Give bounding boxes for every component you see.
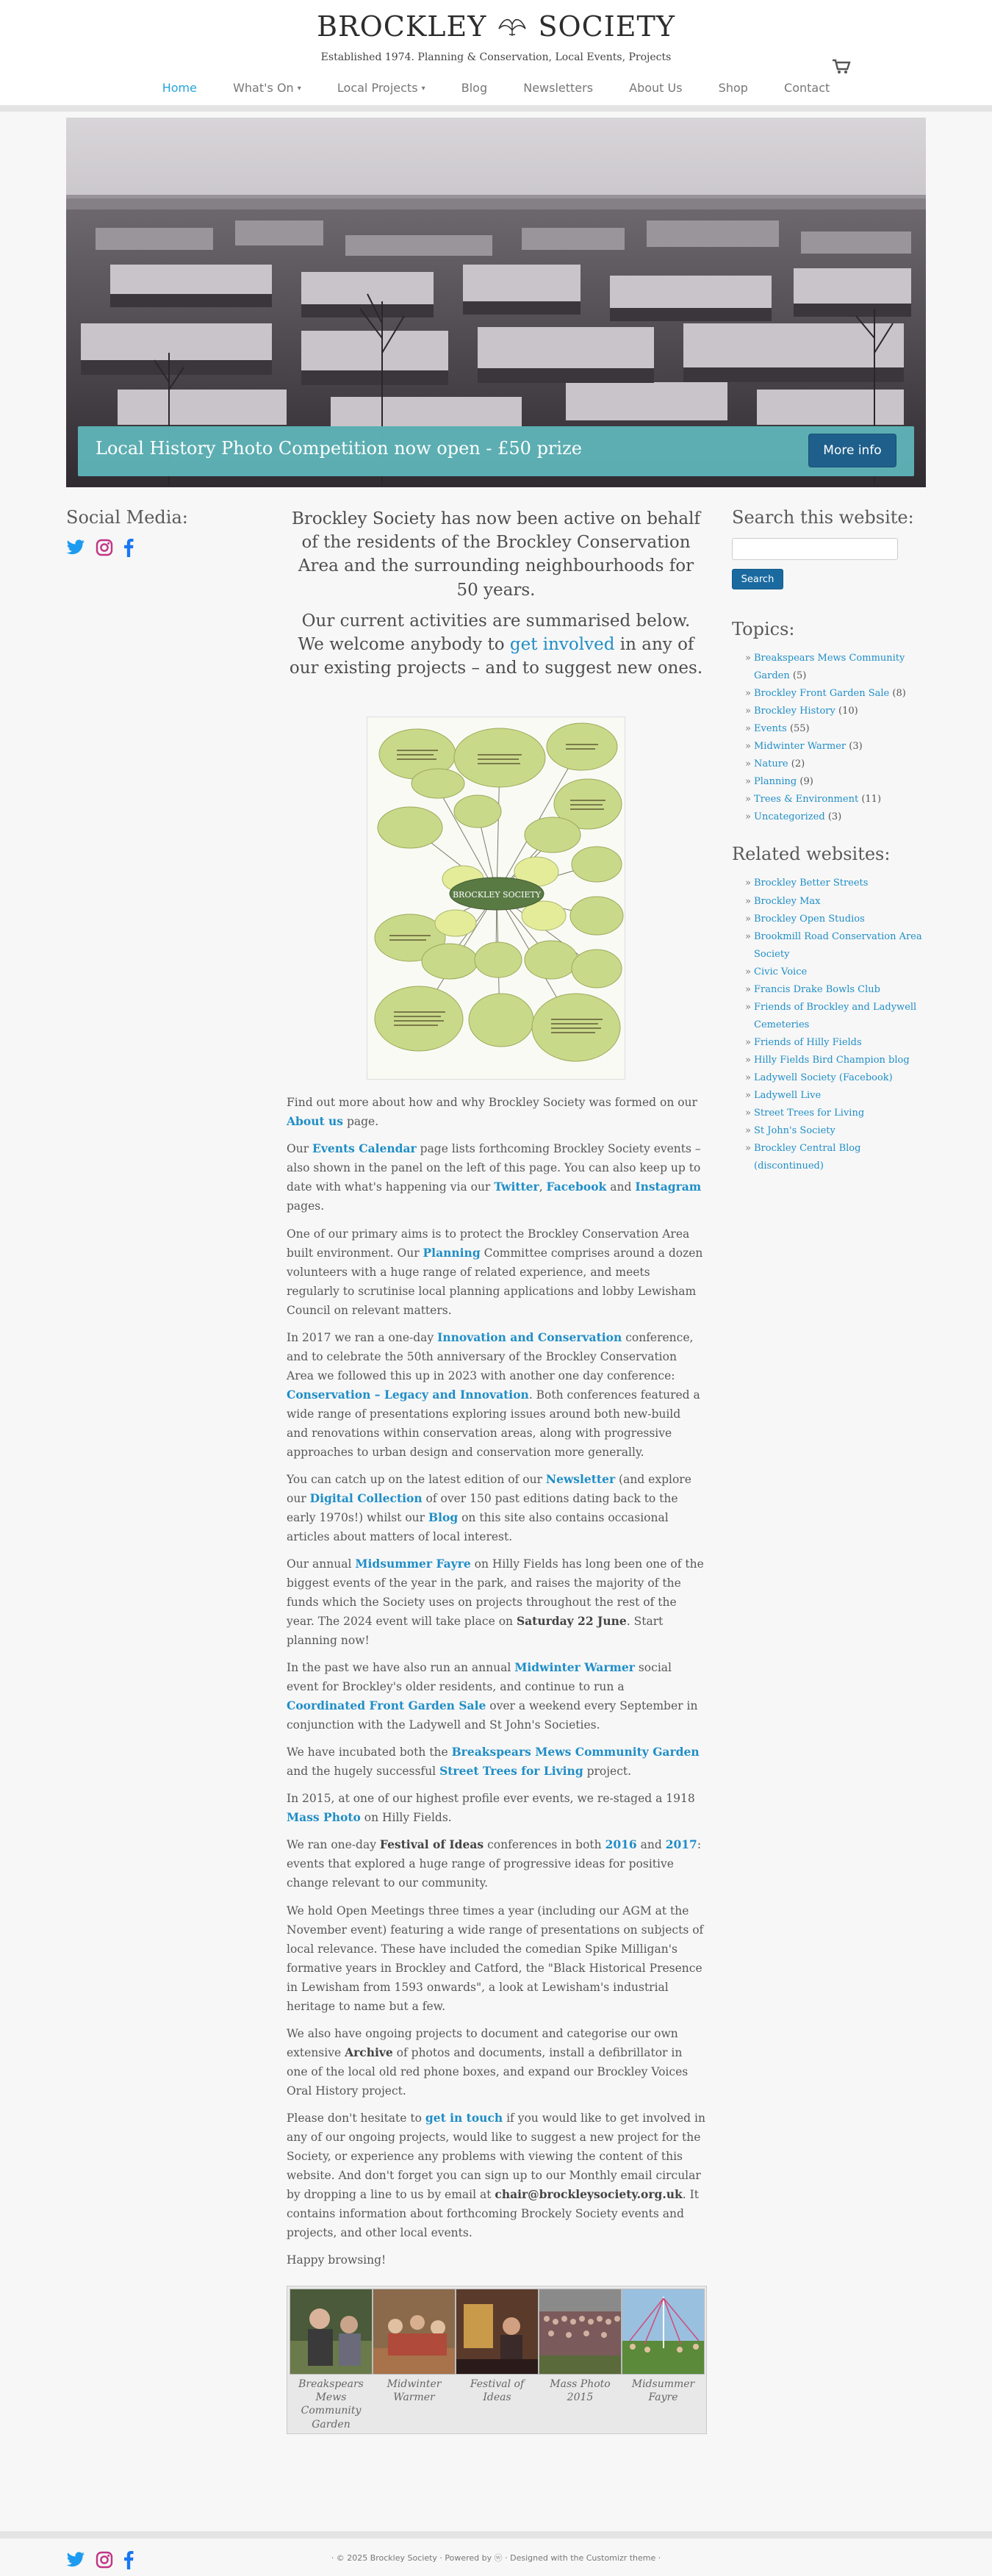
hero-caption-bar — [78, 426, 914, 476]
cart-icon[interactable] — [832, 59, 851, 75]
topic-item — [732, 703, 926, 720]
topic-link[interactable]: Brockley History — [754, 706, 835, 717]
nav-whats-on-label: What's On — [233, 81, 294, 95]
topic-count: (9) — [799, 776, 813, 788]
midwinter-warmer-link[interactable]: Midwinter Warmer — [514, 1660, 635, 1675]
para-incubated — [287, 1743, 705, 1781]
p4-text-a: In 2017 we ran a one-day — [287, 1330, 438, 1344]
p13-text-b: if you would like to get involved in any of our ongoing projects, would like to suggest a new project for the Society, or experience any problems with viewing the content of this website. And don't forget you can sign up to our Monthly email circular by dropping a line to us by email at — [287, 2111, 705, 2201]
gallery-caption: Midwinter Warmer — [387, 2378, 442, 2404]
related-link[interactable]: Brockley Central Blog (discontinued) — [754, 1143, 861, 1172]
main-nav — [0, 81, 992, 95]
p10-text-c: and — [636, 1838, 666, 1852]
fayre-date: Saturday 22 June — [516, 1614, 627, 1629]
search-input[interactable] — [732, 538, 898, 560]
p6-text-a: Our annual — [287, 1557, 356, 1571]
p13-text-c: . It contains information about forthcoming Brockely Society events and projects, and other local events. — [287, 2187, 699, 2239]
related-link[interactable]: Civic Voice — [754, 966, 808, 977]
topic-count: (8) — [892, 688, 906, 700]
p10-text-a: We ran one-day — [287, 1838, 380, 1852]
innovation-conservation-link[interactable]: Innovation and Conservation — [437, 1330, 622, 1344]
gallery-photo-midwinter — [373, 2289, 456, 2375]
about-us-link[interactable]: About us — [287, 1114, 344, 1129]
festival-2017-link[interactable]: 2017 — [665, 1837, 697, 1852]
para-planning — [287, 1224, 705, 1320]
p5-text-a: You can catch up on the latest edition of our — [287, 1472, 546, 1486]
caret-down-icon: ▾ — [421, 85, 425, 93]
related-link[interactable]: Ladywell Society (Facebook) — [754, 1072, 893, 1083]
planning-link[interactable]: Planning — [423, 1245, 481, 1260]
related-link[interactable]: Francis Drake Bowls Club — [754, 983, 880, 995]
related-item — [732, 981, 926, 999]
nav-about-us[interactable] — [629, 81, 682, 95]
p8-text-c: project. — [583, 1765, 632, 1779]
topic-link[interactable]: Midwinter Warmer — [754, 741, 847, 753]
p4-text-c: . Both conferences featured a wide range of presentations exploring issues around both new-build and renovations within conservation areas, along with progressive approaches to urban design and conservation more generally. — [287, 1388, 700, 1459]
logo-bird-icon — [496, 12, 528, 39]
topic-item — [732, 650, 926, 685]
hero-slider[interactable] — [66, 118, 926, 487]
gallery-photo-breakspears — [290, 2289, 373, 2375]
gallery-photo-festival — [456, 2289, 539, 2375]
topic-count: (11) — [861, 794, 882, 806]
archive-text: Archive — [345, 2045, 393, 2059]
topics-list — [732, 650, 926, 826]
related-item — [732, 1069, 926, 1087]
related-link[interactable]: Friends of Hilly Fields — [754, 1036, 862, 1048]
instagram-icon[interactable] — [96, 539, 113, 556]
blog-link[interactable]: Blog — [428, 1510, 459, 1524]
p7-text-a: In the past we have also run an annual — [287, 1661, 515, 1675]
lead2-text-a: Our current activities are summarised below. We welcome anybody to — [298, 611, 691, 654]
nav-whats-on[interactable] — [233, 81, 301, 95]
nav-about-us-label: About Us — [629, 81, 683, 95]
conservation-legacy-link[interactable]: Conservation – Legacy and Innovation — [287, 1387, 529, 1402]
p4-text-b: conference, and to celebrate the 50th anniversary of the Brockley Conservation Area we followed this up in 2023 with another one day conference: — [287, 1330, 694, 1382]
nav-blog-label: Blog — [461, 81, 488, 95]
topic-item — [732, 685, 926, 703]
para-contact — [287, 2109, 705, 2242]
related-link[interactable]: Street Trees for Living — [754, 1108, 865, 1119]
para-archive — [287, 2024, 705, 2100]
related-item — [732, 1122, 926, 1140]
p2-text-b: page lists forthcoming Brockley Society events – also shown in the panel on the left of this page. You can also keep up to date with what's happening via our — [287, 1142, 701, 1194]
newsletter-link[interactable]: Newsletter — [545, 1471, 616, 1486]
gallery-item[interactable] — [622, 2289, 705, 2431]
mass-photo-link[interactable]: Mass Photo — [287, 1810, 361, 1825]
p12-text-a: We also have ongoing projects to document and categorise our own extensive — [287, 2026, 678, 2059]
topics-title: Topics: — [732, 619, 795, 639]
gallery-caption: Festival of Ideas — [470, 2378, 525, 2404]
related-link[interactable]: Brockley Better Streets — [754, 878, 869, 889]
get-in-touch-link[interactable]: get in touch — [425, 2110, 503, 2125]
facebook-link[interactable]: Facebook — [546, 1180, 607, 1194]
nav-home[interactable] — [162, 81, 197, 95]
site-footer — [0, 2531, 992, 2576]
footer-divider — [0, 2531, 992, 2539]
site-header — [0, 0, 992, 112]
nav-home-label: Home — [162, 81, 197, 95]
logo-text-left: BROCKLEY — [317, 10, 487, 43]
photo-gallery — [287, 2286, 707, 2434]
p6-text-c: . Start planning now! — [287, 1615, 664, 1648]
p12-text-b: of photos and documents, install a defibrillator in one of the local old red phone boxes, and expand our Brockley Voices Oral History project. — [287, 2045, 689, 2098]
topic-item — [732, 808, 926, 826]
para-open-meetings: We hold Open Meetings three times a year (including our AGM at the November event) featuring a wide range of presentations on subjects of local relevance. These have included the comedian Spike Milligan's formative years in Brockley and Catford, the "Black Historical Presence in Lewisham from 1593 onwards", a look at Lewisham's industrial heritage to name but a few. — [287, 1904, 704, 2013]
p8-text-b: and the hugely successful — [287, 1765, 440, 1779]
site-logo[interactable] — [0, 10, 992, 43]
related-list — [732, 875, 926, 1175]
left-sidebar — [66, 507, 242, 557]
related-item — [732, 875, 926, 892]
topic-item — [732, 756, 926, 773]
topic-count: (55) — [789, 723, 810, 735]
nav-contact-label: Contact — [784, 81, 830, 95]
infographic-diagram — [367, 717, 625, 1080]
p7-text-b: social event for Brockley's older residents, and continue to run a — [287, 1661, 672, 1694]
activities-infographic[interactable] — [367, 717, 625, 1080]
topic-item — [732, 791, 926, 808]
header-divider — [0, 105, 992, 111]
topic-item — [732, 738, 926, 756]
gallery-caption: Mass Photo 2015 — [550, 2378, 611, 2404]
front-garden-sale-link[interactable]: Coordinated Front Garden Sale — [287, 1698, 486, 1713]
para-festival — [287, 1835, 705, 1892]
gallery-item[interactable] — [456, 2289, 539, 2431]
related-item — [732, 1034, 926, 1052]
topic-count: (2) — [791, 758, 805, 770]
para-about — [287, 1093, 705, 1131]
topic-count: (5) — [792, 670, 807, 682]
gallery-item[interactable] — [373, 2289, 456, 2431]
related-link[interactable]: Brookmill Road Conservation Area Society — [754, 930, 922, 960]
nav-shop-label: Shop — [718, 81, 748, 95]
para-midwinter — [287, 1658, 705, 1734]
twitter-link[interactable]: Twitter — [494, 1180, 539, 1194]
site-tagline: Established 1974. Planning & Conservation, Local Events, Projects — [320, 51, 672, 63]
right-sidebar — [732, 507, 926, 1193]
p8-text-a: We have incubated both the — [287, 1746, 452, 1759]
intro-lead-1: Brockley Society has now been active on behalf of the residents of the Brockley Conservation Area and the surrounding neighbourhoods for 50 years. — [291, 509, 700, 600]
topic-item — [732, 773, 926, 791]
p9-text-a: In 2015, at one of our highest profile ever events, we re-staged a 1918 — [287, 1792, 695, 1806]
festival-of-ideas-text: Festival of Ideas — [379, 1837, 484, 1852]
get-involved-link[interactable]: get involved — [509, 634, 615, 654]
contact-email: chair@brockleysociety.org.uk — [495, 2186, 683, 2201]
p1-text-a: Find out more about how and why Brockley Society was formed on our — [287, 1096, 697, 1110]
footer-credits: · © 2025 Brockley Society · Powered by ⓦ · Designed with the Customizr theme · — [331, 2553, 661, 2563]
para-midsummer — [287, 1554, 705, 1650]
topic-link[interactable]: Breakspears Mews Community Garden — [754, 653, 905, 682]
p5-text-b: (and explore our — [287, 1472, 691, 1505]
p2-text-d: and — [606, 1180, 636, 1194]
related-item — [732, 964, 926, 981]
p1-text-b: page. — [343, 1115, 379, 1129]
festival-2016-link[interactable]: 2016 — [605, 1837, 637, 1852]
search-title: Search this website: — [732, 507, 914, 528]
topic-link[interactable]: Planning — [754, 776, 797, 788]
facebook-icon[interactable] — [123, 538, 134, 557]
gallery-item[interactable] — [290, 2289, 373, 2431]
p3-text-a: One of our primary aims is to protect the Brockley Conservation Area built environment. Our — [287, 1227, 690, 1260]
main-content — [287, 507, 705, 2434]
p2-text-e: pages. — [287, 1199, 325, 1213]
related-title: Related websites: — [732, 844, 891, 865]
street-trees-link[interactable]: Street Trees for Living — [439, 1764, 583, 1779]
gallery-caption: Breakspears Mews Community Garden — [298, 2378, 364, 2430]
p2-text-c: , — [539, 1180, 547, 1194]
search-button[interactable]: Search — [732, 569, 783, 589]
related-link[interactable]: Brockley Open Studios — [754, 913, 865, 925]
para-conferences — [287, 1328, 705, 1462]
p6-text-b: on Hilly Fields has long been one of the biggest events of the year in the park, and raises the majority of the funds which the Society uses on projects throughout the rest of the year. The 2024 event will take place on — [287, 1557, 704, 1629]
para-newsletter — [287, 1470, 705, 1546]
lead2-text-b: in any of our existing projects – and to suggest new ones. — [289, 634, 703, 678]
topic-link[interactable]: Events — [754, 723, 787, 735]
related-item — [732, 893, 926, 911]
related-link[interactable]: St John's Society — [754, 1125, 835, 1137]
topic-count: (3) — [849, 741, 863, 753]
para-happy-browsing: Happy browsing! — [287, 2253, 387, 2267]
para-events — [287, 1139, 705, 1216]
topic-link[interactable]: Nature — [754, 758, 788, 770]
hero-caption: Local History Photo Competition now open - £50 prize — [96, 438, 582, 459]
nav-local-projects-label: Local Projects — [337, 81, 418, 95]
topic-count: (10) — [838, 706, 858, 717]
p10-text-b: conferences in both — [484, 1838, 605, 1852]
p10-text-d: : events that explored a huge range of progressive ideas for positive change relevant to our community. — [287, 1838, 702, 1890]
gallery-photo-midsummer — [622, 2289, 705, 2375]
related-item — [732, 911, 926, 928]
topic-item — [732, 720, 926, 738]
social-links — [66, 538, 242, 557]
intro-lead-2 — [287, 609, 705, 681]
p7-text-c: over a weekend every September in conjunction with the Ladywell and St John's Societies. — [287, 1699, 698, 1732]
related-item — [732, 999, 926, 1034]
p5-text-c: of over 150 past editions dating back to the early 1970s!) whilst our — [287, 1491, 678, 1524]
twitter-icon[interactable] — [66, 539, 85, 556]
midsummer-fayre-link[interactable]: Midsummer Fayre — [355, 1557, 471, 1571]
caret-down-icon: ▾ — [297, 85, 301, 93]
social-media-title: Social Media: — [66, 507, 188, 528]
nav-newsletters-label: Newsletters — [523, 81, 594, 95]
p5-text-d: on this site also contains occasional articles about matters of local interest. — [287, 1510, 669, 1543]
p3-text-b: Committee comprises around a dozen volunteers with a huge range of related experience, and meets regularly to scrutinise local planning applications and lobby Lewisham Council on relevant matters. — [287, 1246, 703, 1317]
instagram-link[interactable]: Instagram — [635, 1180, 702, 1194]
p13-text-a: Please don't hesitate to — [287, 2111, 425, 2125]
related-item — [732, 928, 926, 964]
gallery-photo-mass-photo — [539, 2289, 622, 2375]
related-link[interactable]: Ladywell Live — [754, 1090, 822, 1102]
digital-collection-link[interactable]: Digital Collection — [309, 1490, 423, 1505]
gallery-caption: Midsummer Fayre — [631, 2378, 695, 2404]
p2-text-a: Our — [287, 1142, 313, 1156]
nav-blog[interactable] — [461, 81, 487, 95]
related-link[interactable]: Brockley Max — [754, 895, 821, 907]
related-link[interactable]: Friends of Brockley and Ladywell Cemeteries — [754, 1001, 917, 1030]
para-mass-photo — [287, 1789, 705, 1827]
nav-newsletters[interactable] — [523, 81, 593, 95]
more-info-button[interactable]: More info — [808, 434, 896, 467]
topic-count: (3) — [827, 811, 842, 823]
related-item — [732, 1105, 926, 1122]
related-link[interactable]: Hilly Fields Bird Champion blog — [754, 1054, 910, 1066]
infographic-title: BROCKLEY SOCIETY — [452, 890, 542, 900]
events-calendar-link[interactable]: Events Calendar — [312, 1141, 417, 1156]
nav-contact[interactable] — [784, 81, 830, 95]
nav-local-projects[interactable] — [337, 81, 425, 95]
topic-link[interactable]: Brockley Front Garden Sale — [754, 688, 890, 700]
related-item — [732, 1087, 926, 1105]
related-item — [732, 1140, 926, 1175]
p9-text-b: on Hilly Fields. — [360, 1811, 452, 1825]
gallery-item[interactable] — [539, 2289, 622, 2431]
topic-link[interactable]: Trees & Environment — [754, 794, 859, 806]
nav-shop[interactable] — [719, 81, 748, 95]
breakspears-garden-link[interactable]: Breakspears Mews Community Garden — [451, 1745, 700, 1759]
topic-link[interactable]: Uncategorized — [754, 811, 825, 823]
related-item — [732, 1052, 926, 1069]
logo-text-right: SOCIETY — [538, 10, 675, 43]
